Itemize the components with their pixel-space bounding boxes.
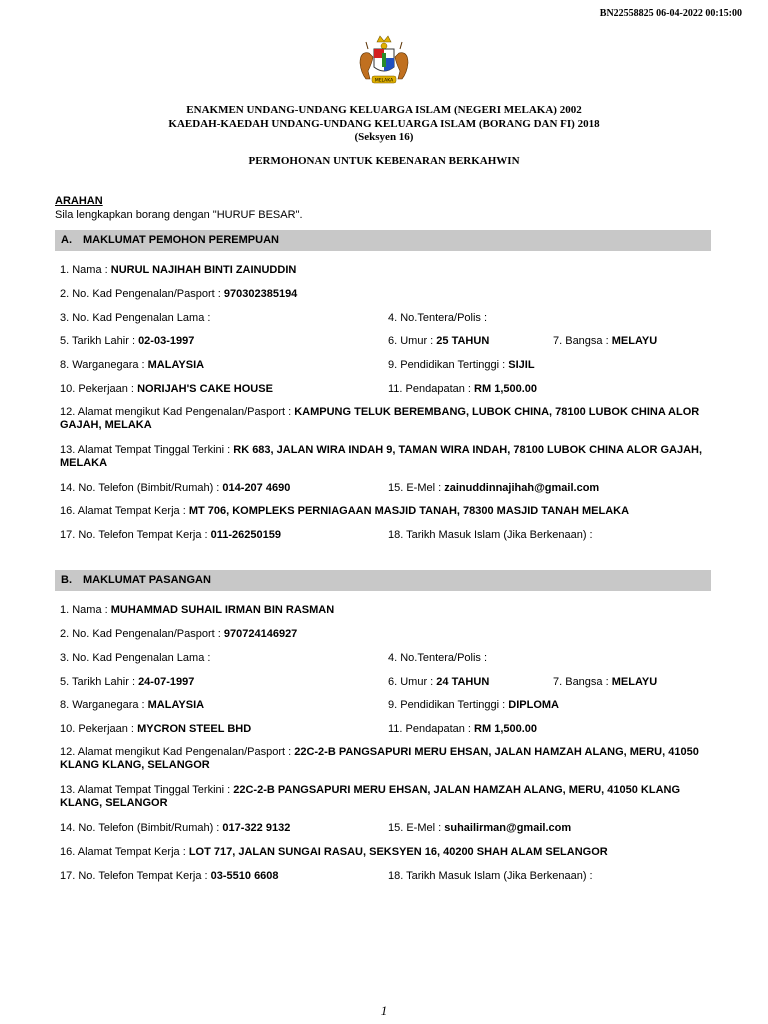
b-field-pendapatan: 11. Pendapatan : RM 1,500.00: [388, 723, 538, 735]
a-field-warganegara: 8. Warganegara : MALAYSIA: [60, 359, 205, 371]
melaka-state-crest: [344, 33, 424, 89]
header-line-3: (Seksyen 16): [354, 131, 414, 143]
instructions-text: Sila lengkapkan borang dengan "HURUF BESAR".: [55, 209, 303, 221]
instructions-heading: ARAHAN: [55, 195, 103, 207]
document-reference: BN22558825 06-04-2022 00:15:00: [599, 8, 742, 19]
section-b-letter: B.: [61, 574, 72, 586]
a-field-alamat-kerja: 16. Alamat Tempat Kerja : MT 706, KOMPLEKS PERNIAGAAN MASJID TANAH, 78300 MASJID TANAH MELAKA: [60, 505, 630, 517]
b-field-tentera-polis: 4. No.Tentera/Polis :: [388, 652, 488, 664]
b-field-alamat-terkini: 13. Alamat Tempat Tinggal Terkini : 22C-2-B PANGSAPURI MERU EHSAN, JALAN HAMZAH ALANG, MERU, 41050 KLANG KLANG, SELANGOR: [60, 784, 681, 809]
section-b-title: MAKLUMAT PASANGAN: [83, 574, 211, 586]
section-a-title: MAKLUMAT PEMOHON PEREMPUAN: [83, 234, 279, 246]
a-field-umur: 6. Umur : 25 TAHUN: [388, 335, 490, 347]
a-field-pekerjaan: 10. Pekerjaan : NORIJAH'S CAKE HOUSE: [60, 383, 273, 395]
header-line-1: ENAKMEN UNDANG-UNDANG KELUARGA ISLAM (NEGERI MELAKA) 2002: [186, 104, 582, 116]
section-a-header: [55, 230, 711, 251]
b-field-pekerjaan: 10. Pekerjaan : MYCRON STEEL BHD: [60, 723, 252, 735]
b-field-umur: 6. Umur : 24 TAHUN: [388, 676, 490, 688]
b-field-kad-pengenalan-lama: 3. No. Kad Pengenalan Lama :: [60, 652, 211, 664]
b-field-nama: 1. Nama : MUHAMMAD SUHAIL IRMAN BIN RASMAN: [60, 604, 335, 616]
form-title: PERMOHONAN UNTUK KEBENARAN BERKAHWIN: [248, 155, 520, 167]
b-field-alamat-kp: 12. Alamat mengikut Kad Pengenalan/Pasport : 22C-2-B PANGSAPURI MERU EHSAN, JALAN HAMZAH ALANG, MERU, 41050 KLANG KLANG, SELANGOR: [60, 746, 699, 771]
b-field-bangsa: 7. Bangsa : MELAYU: [553, 676, 658, 688]
a-field-masuk-islam: 18. Tarikh Masuk Islam (Jika Berkenaan) :: [388, 529, 593, 541]
a-field-telefon-kerja: 17. No. Telefon Tempat Kerja : 011-26250159: [60, 529, 281, 541]
legal-headers: [0, 104, 768, 145]
svg-text:MELAKA: MELAKA: [374, 78, 394, 84]
b-field-telefon-kerja: 17. No. Telefon Tempat Kerja : 03-5510 6608: [60, 870, 279, 882]
a-field-tarikh-lahir: 5. Tarikh Lahir : 02-03-1997: [60, 335, 195, 347]
a-field-kad-pengenalan: 2. No. Kad Pengenalan/Pasport : 970302385194: [60, 288, 298, 300]
a-field-telefon: 14. No. Telefon (Bimbit/Rumah) : 014-207 4690: [60, 482, 291, 494]
b-field-telefon: 14. No. Telefon (Bimbit/Rumah) : 017-322 9132: [60, 822, 291, 834]
b-field-emel: 15. E-Mel : suhailirman@gmail.com: [388, 822, 572, 834]
a-field-alamat-terkini: 13. Alamat Tempat Tinggal Terkini : RK 683, JALAN WIRA INDAH 9, TAMAN WIRA INDAH, 78100 LUBOK CHINA ALOR GAJAH, MELAKA: [60, 444, 703, 469]
a-field-pendidikan: 9. Pendidikan Tertinggi : SIJIL: [388, 359, 535, 371]
b-field-pendidikan: 9. Pendidikan Tertinggi : DIPLOMA: [388, 699, 559, 711]
b-field-masuk-islam: 18. Tarikh Masuk Islam (Jika Berkenaan) :: [388, 870, 593, 882]
section-b-header: [55, 570, 711, 591]
b-field-alamat-kerja: 16. Alamat Tempat Kerja : LOT 717, JALAN SUNGAI RASAU, SEKSYEN 16, 40200 SHAH ALAM SELANGOR: [60, 846, 608, 858]
page-number: 1: [380, 1003, 388, 1018]
b-field-tarikh-lahir: 5. Tarikh Lahir : 24-07-1997: [60, 676, 195, 688]
header-line-2: KAEDAH-KAEDAH UNDANG-UNDANG KELUARGA ISLAM (BORANG DAN FI) 2018: [168, 117, 600, 130]
b-field-kad-pengenalan: 2. No. Kad Pengenalan/Pasport : 970724146927: [60, 628, 298, 640]
b-field-warganegara: 8. Warganegara : MALAYSIA: [60, 699, 205, 711]
a-field-emel: 15. E-Mel : zainuddinnajihah@gmail.com: [388, 482, 600, 494]
a-field-alamat-kp: 12. Alamat mengikut Kad Pengenalan/Pasport : KAMPUNG TELUK BEREMBANG, LUBOK CHINA, 78100 LUBOK CHINA ALOR GAJAH, MELAKA: [60, 406, 700, 431]
a-field-tentera-polis: 4. No.Tentera/Polis :: [388, 312, 488, 324]
section-a-letter: A.: [61, 234, 72, 246]
a-field-nama: 1. Nama : NURUL NAJIHAH BINTI ZAINUDDIN: [60, 264, 297, 276]
a-field-bangsa: 7. Bangsa : MELAYU: [553, 335, 658, 347]
a-field-pendapatan: 11. Pendapatan : RM 1,500.00: [388, 383, 538, 395]
a-field-kad-pengenalan-lama: 3. No. Kad Pengenalan Lama :: [60, 312, 211, 324]
